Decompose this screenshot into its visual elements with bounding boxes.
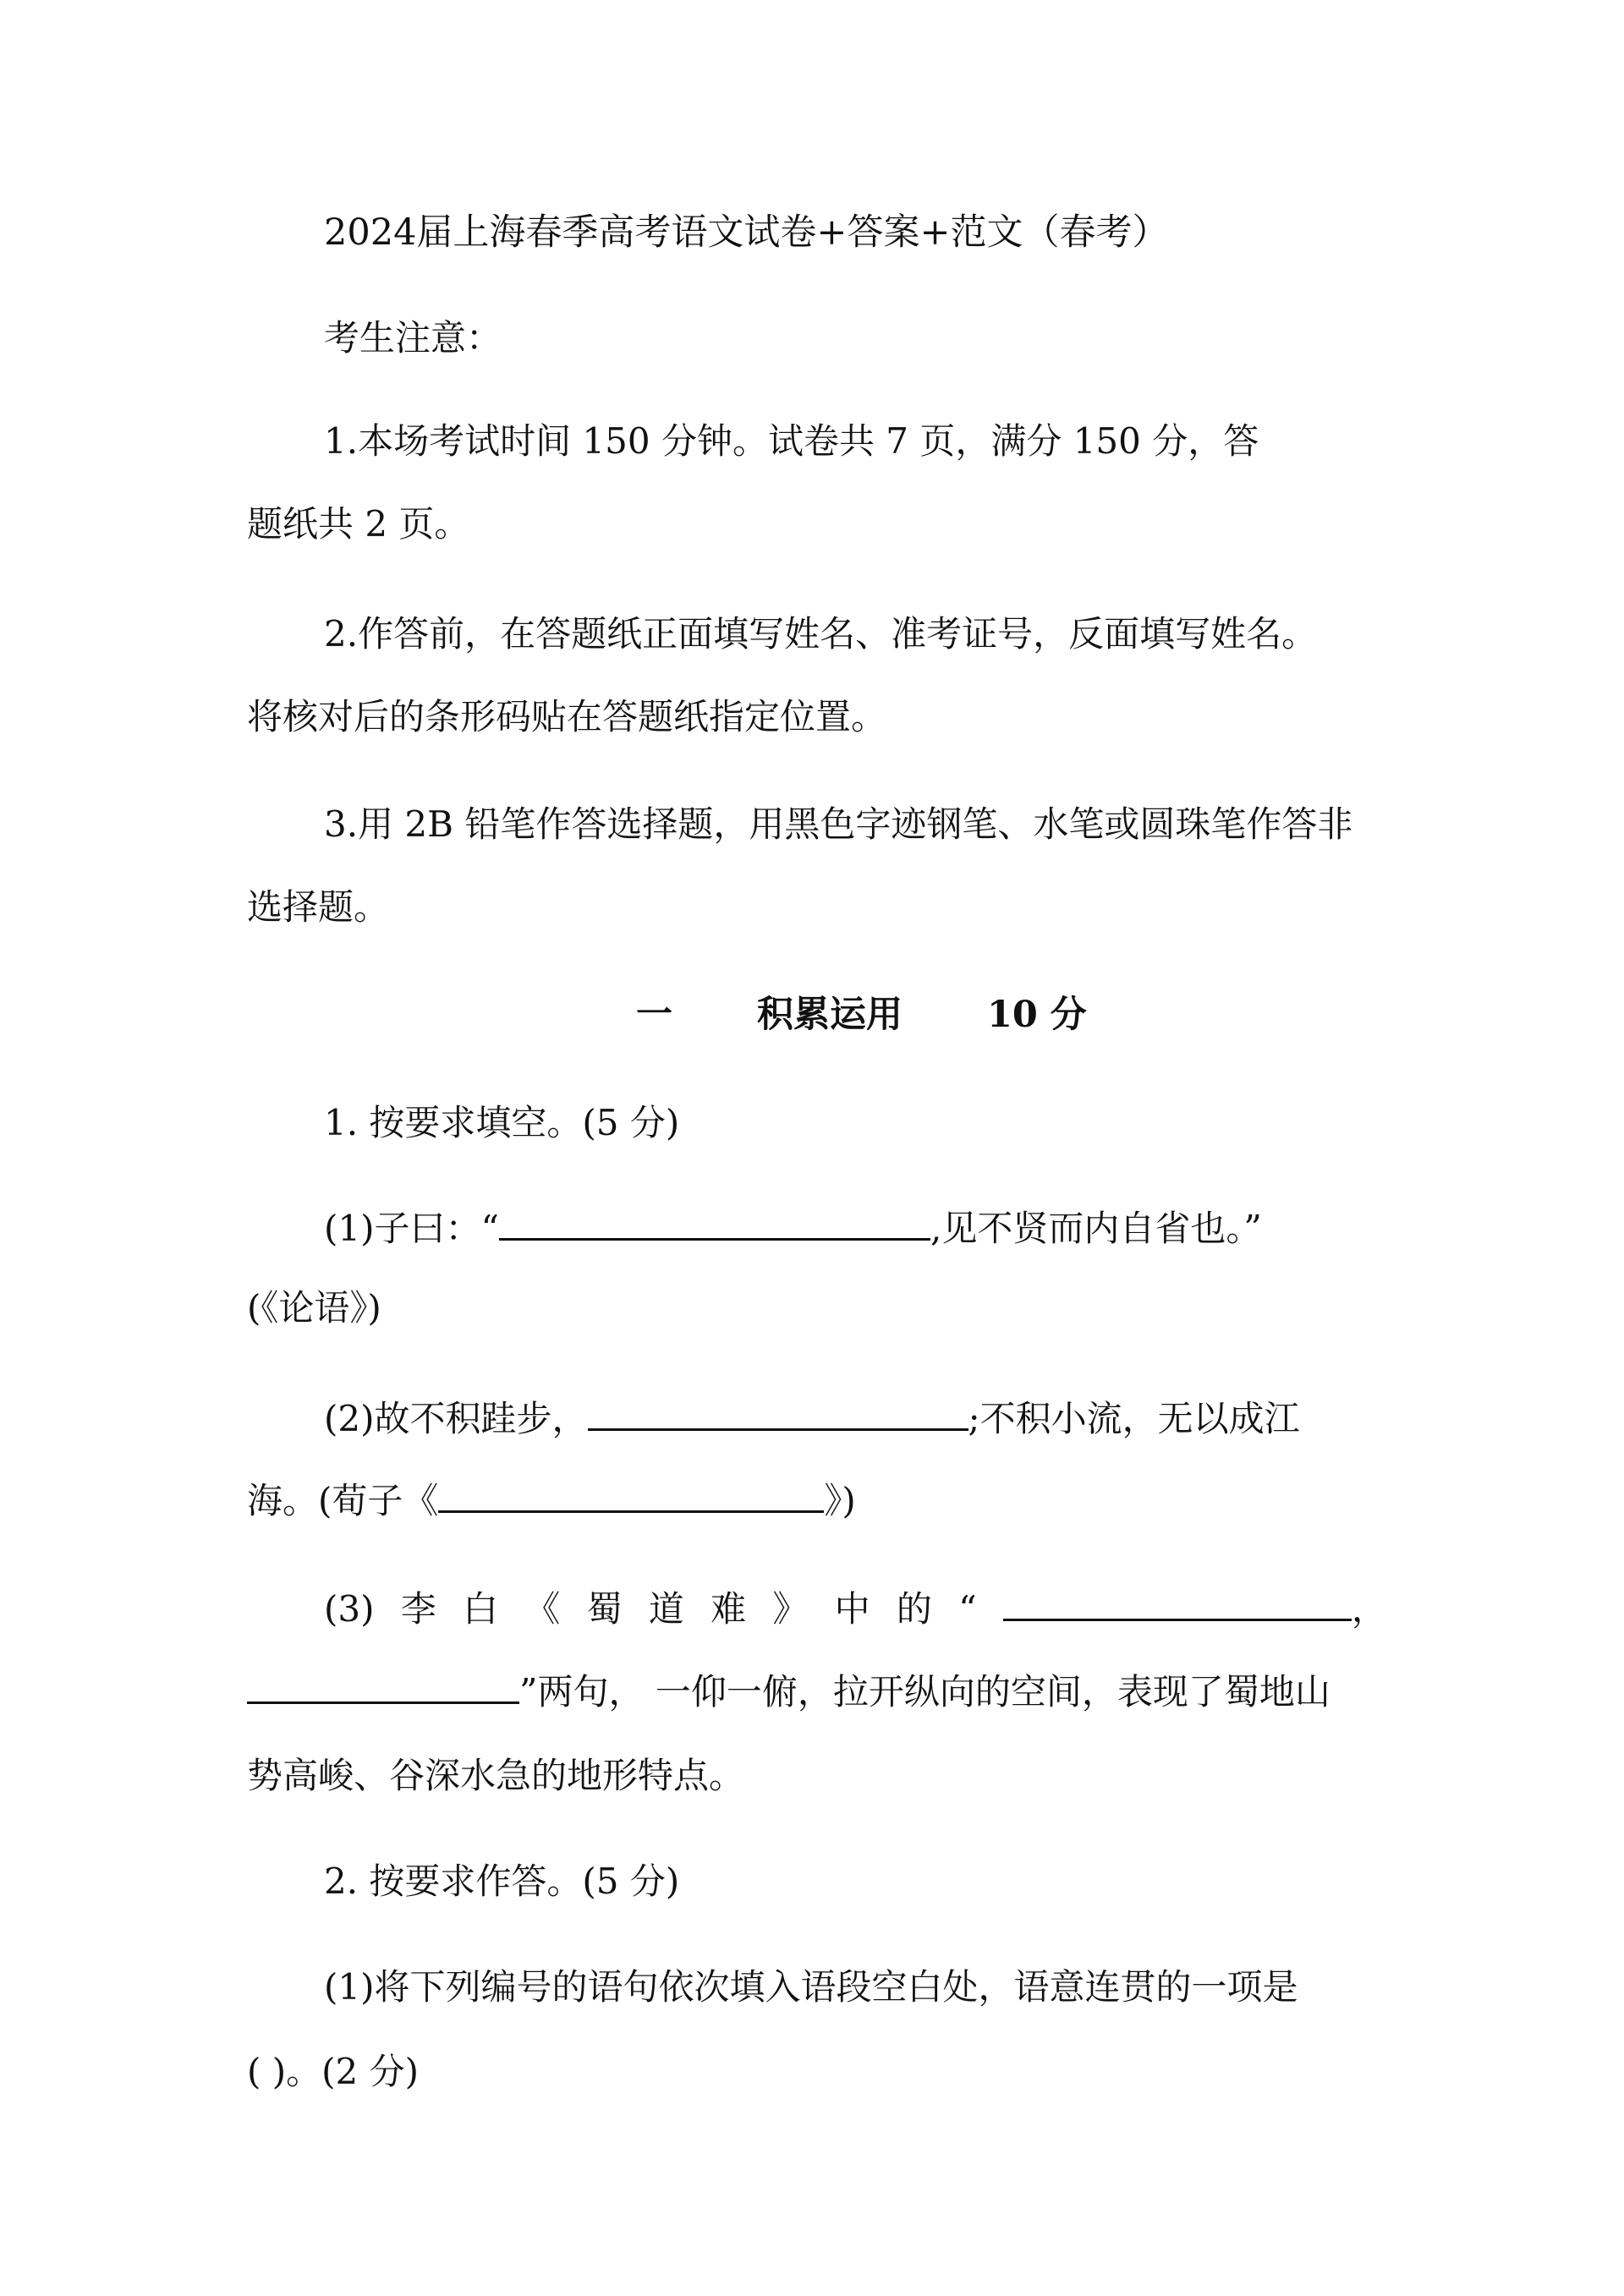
question-1-part-2-source-suffix: 》) [824, 1480, 856, 1521]
document-title: 2024届上海春季高考语文试卷+答案+范文（春考） [324, 211, 1169, 254]
question-1-part-1-prefix: (1)子曰：“ [324, 1208, 499, 1249]
question-1-part-3-char: 蜀 [586, 1588, 623, 1630]
question-1-part-3-char: (3) [324, 1588, 375, 1630]
section-name: 积累运用 [756, 994, 903, 1036]
question-1-part-2-suffix: ;不积小流，无以成江 [968, 1398, 1300, 1439]
question-1-part-3-comma: ， [1351, 1588, 1387, 1630]
question-1-part-3-char: 难 [710, 1588, 747, 1630]
question-1-part-3-char: 道 [648, 1588, 684, 1630]
question-1-part-1 [324, 1201, 1262, 1254]
question-1-part-3-char: “ [958, 1588, 977, 1630]
question-1-part-1-suffix: ,见不贤而内自省也。” [930, 1208, 1262, 1249]
answer-blank-1[interactable] [499, 1201, 930, 1241]
notice-item-2-line-1: 2.作答前，在答题纸正面填写姓名、准考证号，反面填写姓名。 [324, 613, 1318, 655]
question-1-part-2 [324, 1391, 1300, 1444]
question-1-part-3 [324, 1581, 1387, 1635]
question-1-part-2-prefix: (2)故不积跬步， [324, 1398, 588, 1439]
notice-heading: 考生注意： [324, 317, 502, 359]
question-1-part-3-char: 白 [463, 1588, 499, 1630]
section-heading [636, 989, 1087, 1040]
notice-item-3-line-1: 3.用 2B 铅笔作答选择题，用黑色字迹钢笔、水笔或圆珠笔作答非 [324, 803, 1353, 845]
question-1-part-3-char: 》 [772, 1588, 809, 1630]
question-1-part-1-source: (《论语》) [247, 1287, 381, 1329]
question-1-part-2-source-prefix: 海。(荀子《 [247, 1480, 439, 1521]
section-number: 一 [636, 994, 672, 1036]
notice-item-1-line-1: 1.本场考试时间 150 分钟。试卷共 7 页，满分 150 分，答 [324, 420, 1259, 462]
question-1-part-3-line-3: 势高峻、谷深水急的地形特点。 [247, 1755, 745, 1796]
answer-blank-4[interactable] [1003, 1581, 1352, 1621]
answer-blank-2[interactable] [588, 1391, 968, 1431]
question-1-part-3-line-2 [247, 1664, 1330, 1718]
question-1-part-3-char: 李 [400, 1588, 436, 1630]
question-2-part-1-line-2: ( )。(2 分) [247, 2051, 419, 2092]
question-1-part-3-char: 中 [834, 1588, 870, 1630]
question-1-part-3-char: 的 [896, 1588, 932, 1630]
question-1-part-3-suffix: ”两句， 一仰一俯，拉开纵向的空间，表现了蜀地山 [519, 1671, 1330, 1712]
question-2-stem: 2. 按要求作答。(5 分) [324, 1860, 680, 1902]
question-1-stem: 1. 按要求填空。(5 分) [324, 1102, 680, 1143]
question-2-part-1-line-1: (1)将下列编号的语句依次填入语段空白处，语意连贯的一项是 [324, 1966, 1298, 2008]
answer-blank-5[interactable] [247, 1664, 519, 1704]
section-score: 10 分 [986, 994, 1087, 1036]
question-1-part-3-char: 《 [524, 1588, 561, 1630]
question-1-part-2-line-2 [247, 1473, 856, 1526]
notice-item-3-line-2: 选择题。 [247, 886, 390, 928]
answer-blank-3[interactable] [438, 1473, 824, 1513]
notice-item-2-line-2: 将核对后的条形码贴在答题纸指定位置。 [247, 696, 887, 737]
notice-item-1-line-2: 题纸共 2 页。 [247, 503, 470, 545]
